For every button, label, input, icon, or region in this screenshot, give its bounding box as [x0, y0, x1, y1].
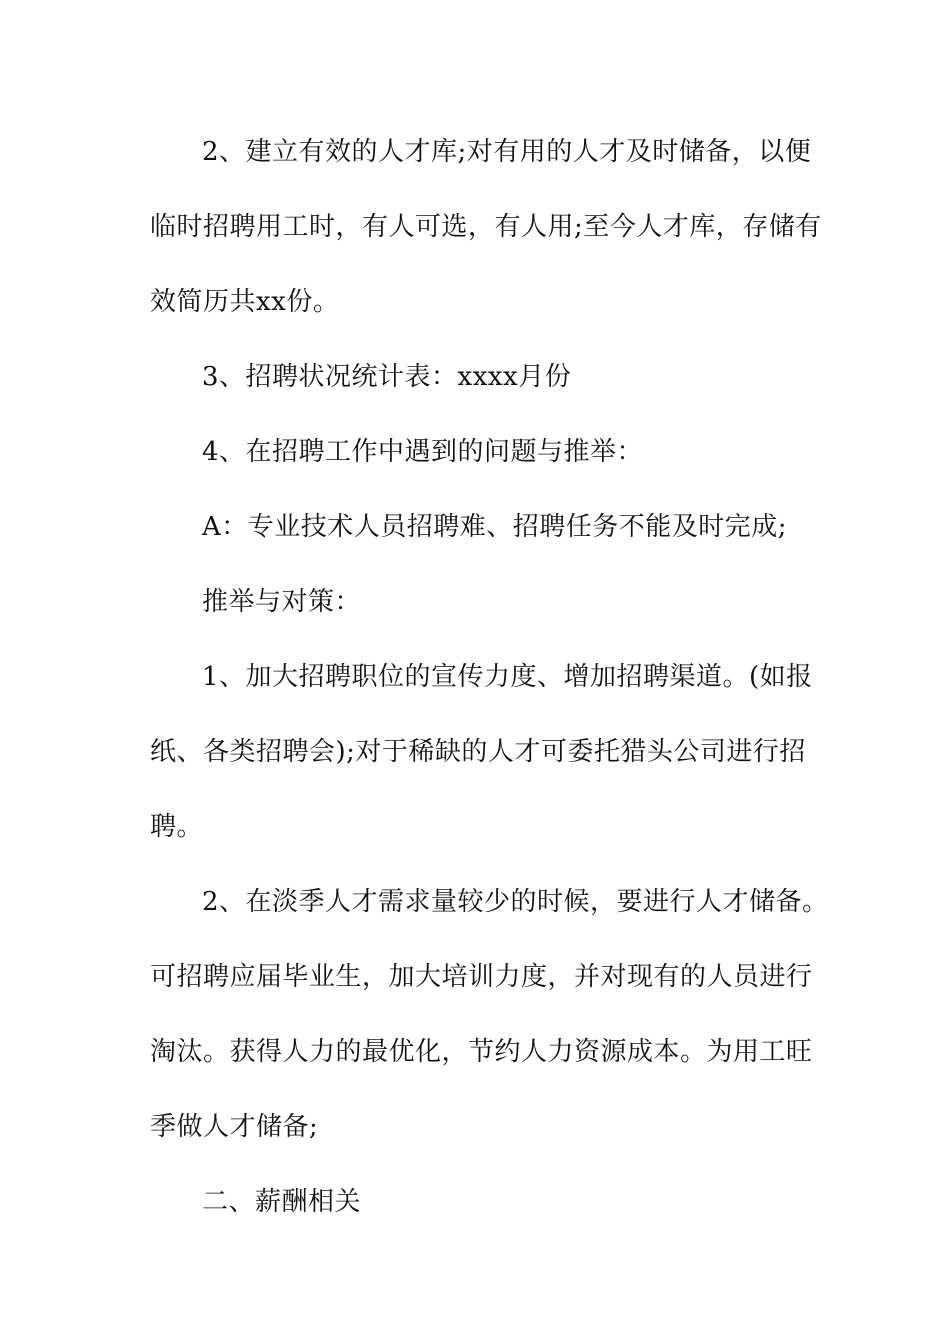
paragraph-line: 推举与对策： [202, 587, 362, 617]
paragraph-line: 3、招聘状况统计表：xxxx月份 [202, 362, 572, 392]
paragraph-line: 临时招聘用工时，有人可选，有人用;至今人才库，存储有 [150, 212, 822, 242]
paragraph-line: 4、在招聘工作中遇到的问题与推举： [202, 437, 644, 467]
paragraph-line: 季做人才储备; [150, 1112, 319, 1142]
paragraph-line: A：专业技术人员招聘难、招聘任务不能及时完成; [202, 512, 788, 542]
paragraph-line: 1、加大招聘职位的宣传力度、增加招聘渠道。(如报 [202, 662, 813, 692]
paragraph-line: 2、建立有效的人才库;对有用的人才及时储备，以便 [202, 137, 812, 167]
paragraph-line: 聘。 [150, 812, 204, 842]
section-heading: 二、薪酬相关 [202, 1187, 362, 1217]
paragraph-line: 效简历共xx份。 [150, 287, 340, 317]
paragraph-line: 2、在淡季人才需求量较少的时候，要进行人才储备。 [202, 887, 829, 917]
paragraph-line: 纸、各类招聘会);对于稀缺的人才可委托猎头公司进行招 [150, 737, 806, 767]
paragraph-line: 淘汰。获得人力的最优化，节约人力资源成本。为用工旺 [150, 1037, 813, 1067]
paragraph-line: 可招聘应届毕业生，加大培训力度，并对现有的人员进行 [150, 962, 813, 992]
